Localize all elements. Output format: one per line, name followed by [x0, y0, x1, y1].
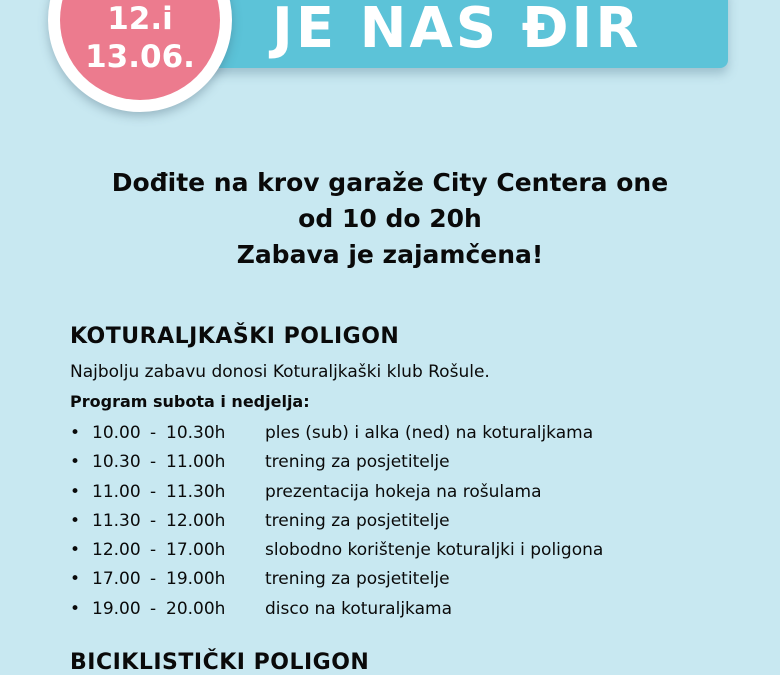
time-end: 10.30h — [166, 423, 226, 443]
date-badge-inner — [60, 0, 220, 100]
activity: trening za posjetitelje — [265, 452, 450, 473]
bullet-icon: • — [70, 569, 81, 590]
section-title-roller-polygon: KOTURALJKAŠKI POLIGON — [70, 324, 400, 349]
time-start: 19.00 — [92, 598, 141, 619]
schedule-item — [70, 448, 770, 477]
schedule-item — [70, 478, 770, 507]
intro-line-1: Dođite na krov garaže City Centera one — [111, 168, 669, 197]
time-dash: - — [150, 481, 157, 502]
bullet-icon: • — [70, 540, 81, 561]
schedule-item — [70, 419, 770, 448]
time-dash: - — [150, 423, 157, 443]
schedule-item — [70, 565, 770, 594]
time-dash: - — [150, 569, 157, 590]
date-line-1: 12.i — [107, 1, 173, 37]
bullet-icon: • — [70, 598, 81, 619]
time-start: 11.30 — [92, 510, 141, 531]
time-start: 11.00 — [92, 481, 141, 502]
schedule-item — [70, 595, 770, 624]
date-badge — [48, 0, 232, 112]
time-end: 11.30h — [166, 481, 226, 502]
time-dash: - — [150, 598, 157, 619]
time-start: 17.00 — [92, 569, 141, 590]
time-start: 10.30 — [92, 452, 141, 473]
bullet-icon: • — [70, 481, 81, 502]
schedule-item — [70, 507, 770, 536]
time-start: 10.00 — [92, 423, 141, 443]
intro-line-2: od 10 do 20h — [298, 204, 482, 233]
time-end: 17.00h — [166, 540, 226, 561]
activity: ples (sub) i alka (ned) na koturaljkama — [265, 423, 594, 443]
time-end: 11.00h — [166, 452, 226, 473]
activity: slobodno korištenje koturaljki i poligona — [265, 540, 604, 561]
intro-block — [0, 165, 780, 273]
activity: prezentacija hokeja na rošulama — [265, 481, 542, 502]
time-dash: - — [150, 540, 157, 561]
time-end: 19.00h — [166, 569, 226, 590]
date-line-2: 13.06. — [85, 39, 195, 75]
activity: trening za posjetitelje — [265, 510, 450, 531]
activity: trening za posjetitelje — [265, 569, 450, 590]
banner-title: JE NAS ĐIR — [272, 0, 642, 61]
time-end: 20.00h — [166, 598, 226, 619]
time-dash: - — [150, 452, 157, 473]
section-lead: Najbolju zabavu donosi Koturaljkaški klub Rošule. — [70, 362, 490, 382]
activity: disco na koturaljkama — [265, 598, 452, 619]
schedule-list — [70, 419, 770, 624]
program-label: Program subota i nedjelja: — [70, 392, 310, 411]
section-title-bike-polygon: BICIKLISTIČKI POLIGON — [70, 650, 370, 675]
schedule-item — [70, 536, 770, 565]
bullet-icon: • — [70, 423, 81, 443]
bullet-icon: • — [70, 452, 81, 473]
time-start: 12.00 — [92, 540, 141, 561]
bullet-icon: • — [70, 510, 81, 531]
intro-line-3: Zabava je zajamčena! — [236, 240, 544, 269]
time-dash: - — [150, 510, 157, 531]
time-end: 12.00h — [166, 510, 226, 531]
